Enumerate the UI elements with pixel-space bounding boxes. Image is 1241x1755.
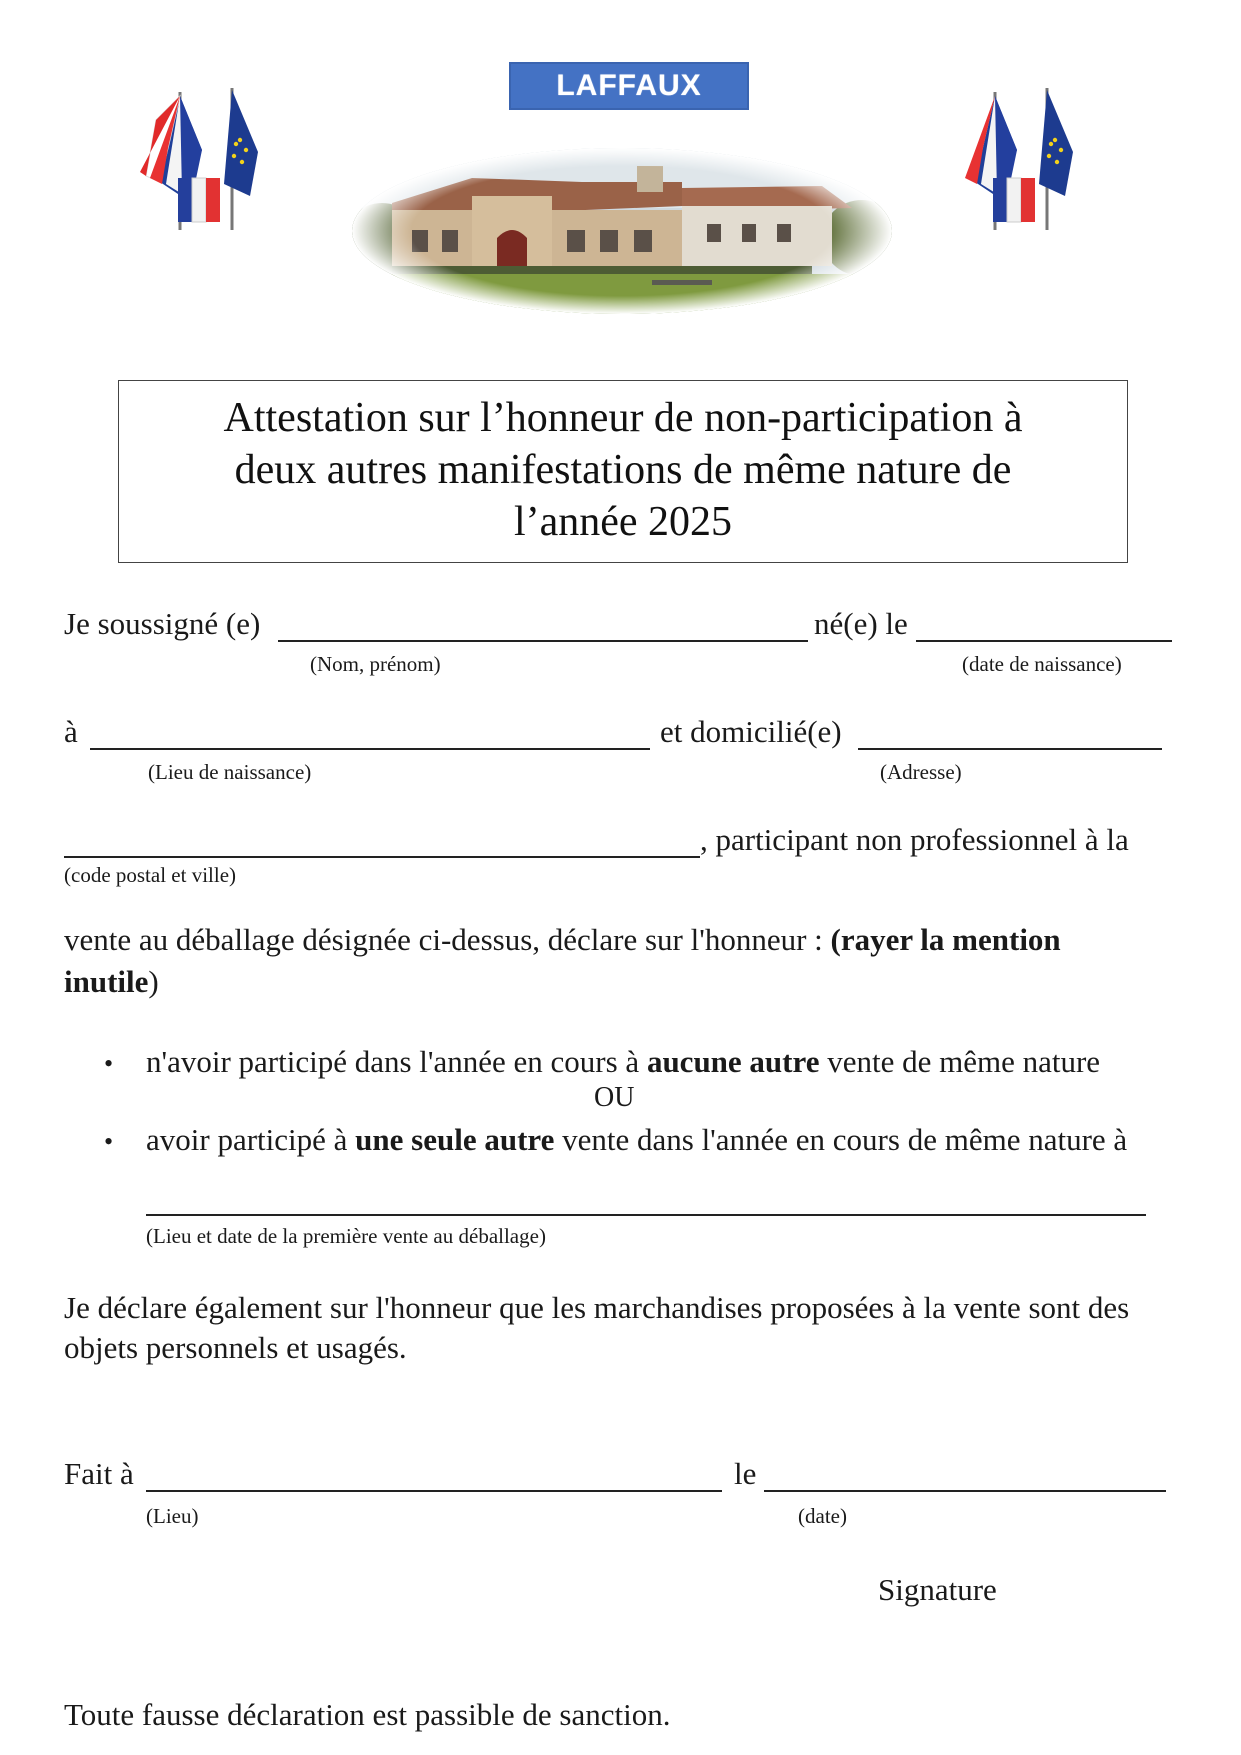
false-declaration-warning: Toute fausse déclaration est passible de sanction. bbox=[64, 1697, 671, 1732]
place-caption: (Lieu) bbox=[146, 1504, 199, 1528]
eu-flag bbox=[224, 88, 258, 230]
postal-city-caption: (code postal et ville) bbox=[64, 863, 237, 887]
birth-date-label: né(e) le bbox=[814, 606, 908, 641]
title-line: Attestation sur l’honneur de non-participation à bbox=[223, 395, 1023, 441]
place-field[interactable] bbox=[146, 1490, 722, 1492]
flags-icon bbox=[140, 80, 280, 240]
address-label: et domicilié(e) bbox=[660, 714, 842, 749]
birth-place-field[interactable] bbox=[90, 748, 650, 750]
commune-banner: LAFFAUX bbox=[509, 62, 749, 110]
option-none[interactable] bbox=[146, 1044, 1100, 1080]
title-line: deux autres manifestations de même nature de bbox=[234, 447, 1012, 493]
address-caption: (Adresse) bbox=[880, 760, 962, 784]
town-hall-photo bbox=[352, 148, 892, 314]
name-field[interactable] bbox=[278, 640, 808, 642]
declaration-text bbox=[64, 922, 1061, 958]
postal-city-field[interactable] bbox=[64, 856, 700, 858]
first-sale-caption: (Lieu et date de la première vente au déballage) bbox=[146, 1224, 546, 1248]
birth-place-caption: (Lieu de naissance) bbox=[148, 760, 312, 784]
option-one-emphasis: une seule autre bbox=[355, 1122, 555, 1157]
option-none-text: n'avoir participé dans l'année en cours à bbox=[146, 1044, 647, 1079]
date-label: le bbox=[734, 1456, 757, 1491]
flags-icon bbox=[955, 80, 1095, 240]
title-line: l’année 2025 bbox=[513, 499, 733, 545]
date-field[interactable] bbox=[764, 1490, 1166, 1492]
bullet-icon: • bbox=[104, 1127, 114, 1156]
date-caption: (date) bbox=[798, 1504, 847, 1528]
bullet-icon: • bbox=[104, 1049, 114, 1078]
goods-statement-cont: objets personnels et usagés. bbox=[64, 1330, 407, 1365]
signature-label: Signature bbox=[878, 1572, 997, 1607]
done-at-label: Fait à bbox=[64, 1456, 134, 1491]
signature-area[interactable] bbox=[860, 1612, 1160, 1702]
option-one-end: vente dans l'année en cours de même nature à bbox=[554, 1122, 1128, 1157]
name-caption: (Nom, prénom) bbox=[310, 652, 441, 676]
birth-date-field[interactable] bbox=[916, 640, 1172, 642]
option-none-end: vente de même nature bbox=[819, 1044, 1101, 1079]
option-one-text: avoir participé à bbox=[146, 1122, 356, 1157]
tricolor-sash bbox=[993, 178, 1035, 222]
declaration-instruction-end: inutile bbox=[64, 964, 149, 999]
declaration-text-cont bbox=[64, 964, 159, 1000]
goods-statement: Je déclare également sur l'honneur que les marchandises proposées à la vente sont des bbox=[64, 1290, 1130, 1325]
birth-date-caption: (date de naissance) bbox=[962, 652, 1122, 676]
eu-flag bbox=[1039, 88, 1073, 230]
tricolor-sash bbox=[178, 178, 220, 222]
participant-label: , participant non professionnel à la bbox=[700, 822, 1129, 857]
declaration-paren: ) bbox=[148, 964, 159, 999]
or-separator: OU bbox=[594, 1082, 635, 1113]
undersigned-label: Je soussigné (e) bbox=[64, 606, 261, 641]
option-one[interactable] bbox=[146, 1122, 1127, 1158]
page-title bbox=[118, 392, 1128, 548]
declaration-body: vente au déballage désignée ci-dessus, déclare sur l'honneur : bbox=[64, 922, 831, 957]
birth-place-label: à bbox=[64, 714, 78, 749]
option-none-emphasis: aucune autre bbox=[646, 1044, 820, 1079]
first-sale-field[interactable] bbox=[146, 1214, 1146, 1216]
declaration-instruction: (rayer la mention bbox=[830, 922, 1061, 957]
address-field[interactable] bbox=[858, 748, 1162, 750]
